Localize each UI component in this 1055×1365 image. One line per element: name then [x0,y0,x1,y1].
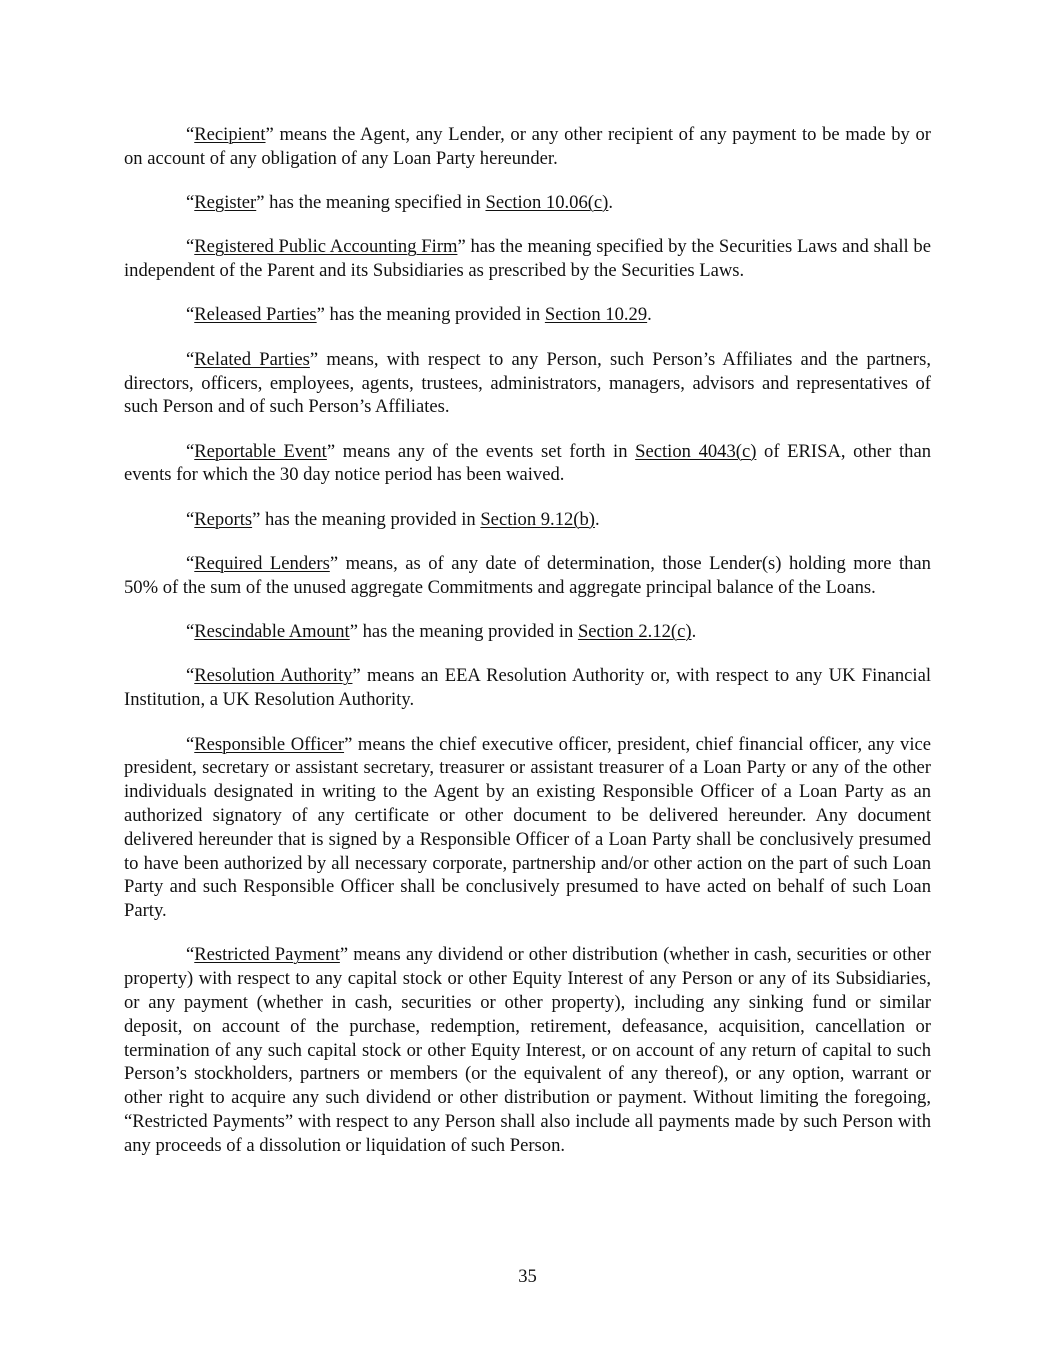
defined-term: Restricted Payment [194,944,340,966]
definition-text: ” has the meaning provided in [349,621,578,643]
definition-text: ” means the chief executive officer, president, chief financial officer, any vice president, secretary or assistant secretary, treasurer or assistant treasurer of a Loan Party or any of the other individuals designated in writing to the Agent by an existing Responsible Officer of a Loan Party as an authorized signatory of any certificate or other document to be delivered hereunder. Any document delivered hereunder that is signed by a Responsible Officer of a Loan Party shall be conclusively presumed to have been authorized by all necessary corporate, partnership and/or other action on the part of such Loan Party and such Responsible Officer shall be conclusively presumed to have acted on behalf of such Loan Party. [124,733,932,922]
defined-term: Required Lenders [194,553,330,575]
open-quote: “ [186,508,195,530]
definition-rescindable-amount [124,620,931,644]
definition-text: ” means, with respect to any Person, such Person’s Affiliates and the partners, directors, officers, employees, agents, trustees, administrators, managers, advisors and representatives of such Person and of such Person’s Affiliates. [124,348,932,418]
defined-term: Related Parties [194,348,310,370]
definition-text: ” means, as of any date of determination, those Lender(s) holding more than 50% of the sum of the unused aggregate Commitments and aggregate principal balance of the Loans. [124,553,931,598]
section-reference: Section 10.29 [544,304,648,326]
open-quote: “ [186,304,195,326]
open-quote: “ [186,733,195,755]
definition-registered-public-accounting-firm [124,235,931,283]
open-quote: “ [186,944,195,966]
definition-text: ” has the meaning specified by the Securities Laws and shall be independent of the Parent and its Subsidiaries as prescribed by the Securities Laws. [124,236,931,282]
section-reference: Section 10.06(c) [485,192,609,214]
definition-reportable-event [124,440,931,488]
definition-register [124,191,931,215]
open-quote: “ [186,553,195,575]
defined-term: Reportable Event [194,440,327,462]
definition-restricted-payment [124,943,931,1157]
document-body [124,123,931,1178]
definition-text: ” has the meaning specified in [256,192,486,214]
open-quote: “ [186,124,195,145]
open-quote: “ [186,440,195,462]
definition-recipient [124,123,931,171]
section-reference: Section 2.12(c) [577,621,692,643]
defined-term: Released Parties [194,304,317,326]
definition-text: ” has the meaning provided in [252,508,481,530]
open-quote: “ [186,348,195,370]
section-reference: Section 4043(c) [635,440,757,462]
definition-tail: . [647,304,652,326]
definition-tail: . [691,621,697,643]
defined-term: Responsible Officer [194,733,345,755]
defined-term: Registered Public Accounting Firm [194,236,458,258]
defined-term: Resolution Authority [194,665,353,687]
open-quote: “ [186,665,195,687]
definition-related-parties [124,348,931,419]
definition-text: ” means any dividend or other distribution (whether in cash, securities or other property) with respect to any capital stock or other Equity Interest of any Person or any of its Subsidiaries, or any payment (whether in cash, securities or other property), including any sinking fund or similar deposit, on account of the purchase, redemption, retirement, defeasance, acquisition, cancellation or termination of any such capital stock or other Equity Interest, or on account of any return of capital to such Person’s stockholders, partners or members (or the equivalent of any thereof), or any option, warrant or other right to acquire any such dividend or other distribution or payment. Without limiting the foregoing, “Restricted Payments” with respect to any Person shall also include all payments made by such Person with any proceeds of a dissolution or liquidation of such Person. [124,944,931,1156]
definition-released-parties [124,303,931,327]
page-number: 35 [518,1266,537,1287]
definition-text: ” means an EEA Resolution Authority or, with respect to any UK Financial Institution, a UK Resolution Authority. [124,665,931,711]
definition-tail: . [594,508,600,530]
definition-text: ” has the meaning provided in [316,304,545,326]
definition-text: ” means any of the events set forth in [326,440,636,462]
definition-required-lenders [124,552,931,600]
defined-term: Register [194,192,257,214]
definition-tail: of ERISA, other than events for which the 30 day notice period has been waived. [124,440,932,486]
definition-responsible-officer [124,733,931,923]
defined-term: Rescindable Amount [194,621,350,643]
definition-resolution-authority [124,664,931,712]
section-reference: Section 9.12(b) [480,508,595,530]
defined-term: Reports [194,508,253,530]
open-quote: “ [186,236,195,258]
open-quote: “ [186,192,195,214]
open-quote: “ [186,621,195,643]
definition-text: ” means the Agent, any Lender, or any other recipient of any payment to be made by or on account of any obligation of any Loan Party hereunder. [124,124,931,169]
definition-reports [124,508,931,532]
definition-tail: . [608,192,614,214]
defined-term: Recipient [194,124,266,145]
